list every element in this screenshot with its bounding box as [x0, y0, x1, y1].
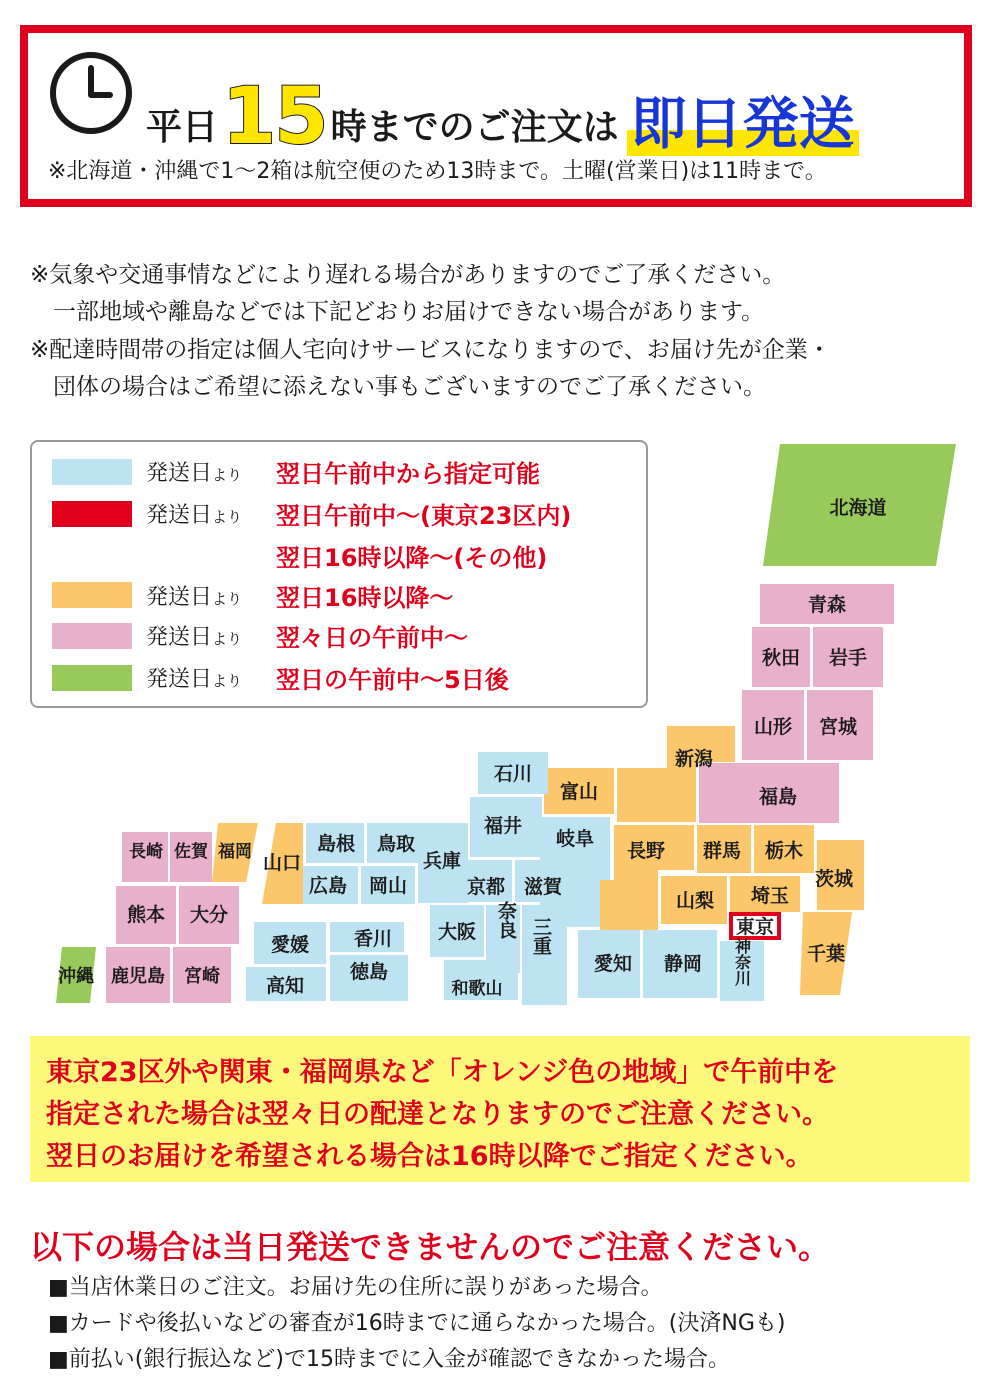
clock-icon: [48, 50, 134, 136]
legend-swatch-pink: [52, 623, 132, 649]
label-kagoshima: 鹿児島: [111, 966, 165, 987]
note-line: ※配達時間帯の指定は個人宅向けサービスになりますので、お届け先が企業・: [30, 337, 831, 363]
label-akita: 秋田: [761, 647, 801, 669]
label-nagasaki: 長崎: [129, 842, 163, 862]
label-niigata: 新潟: [674, 748, 714, 770]
label-kochi: 高知: [265, 975, 305, 997]
label-saga: 佐賀: [174, 842, 208, 862]
legend-text: 翌日16時以降〜: [276, 584, 454, 612]
label-shiga: 滋賀: [523, 876, 563, 898]
legend-text: 翌々日の午前中〜: [276, 624, 468, 652]
label-gunma: 群馬: [702, 840, 742, 862]
no-same-day-item: ■当店休業日のご注文。お届け先の住所に誤りがあった場合。: [48, 1275, 663, 1300]
label-yamagata: 山形: [753, 716, 793, 738]
warning-line: 翌日のお届けを希望される場合は16時以降でご指定ください。: [46, 1141, 813, 1172]
legend-swatch-orange: [52, 582, 132, 608]
label-kagawa: 香川: [353, 928, 393, 950]
header-hour: 15: [222, 72, 327, 162]
label-okayama: 岡山: [368, 875, 408, 897]
note-line: ※気象や交通事情などにより遅れる場合がありますのでご了承ください。: [30, 262, 786, 288]
label-iwate: 岩手: [828, 647, 868, 669]
label-aomori: 青森: [807, 594, 847, 616]
legend-swatch-red: [52, 501, 132, 527]
legend-prefix: 発送日より: [146, 585, 243, 610]
no-same-day-title: 以下の場合は当日発送できませんのでご注意ください。: [30, 1228, 831, 1266]
legend-text: 翌日16時以降〜(その他): [276, 544, 548, 572]
label-osaka: 大阪: [437, 921, 477, 943]
label-okinawa: 沖縄: [58, 966, 94, 987]
label-tottori: 鳥取: [376, 833, 416, 855]
legend-swatch-green: [52, 665, 132, 691]
label-wakayama: 和歌山: [451, 979, 503, 999]
label-tochigi: 栃木: [764, 840, 804, 862]
legend-text: 翌日午前中〜(東京23区内): [276, 502, 572, 530]
label-kyoto: 京都: [466, 876, 506, 898]
label-yamaguchi: 山口: [262, 852, 302, 874]
no-same-day-item: ■カードや後払いなどの審査が16時までに通らなかった場合。(決済NGも): [48, 1311, 786, 1336]
label-kumamoto: 熊本: [126, 904, 166, 926]
warning-line: 東京23区外や関東・福岡県など「オレンジ色の地域」で午前中を: [46, 1057, 839, 1088]
header-note: ※北海道・沖縄で1〜2箱は航空便のため13時まで。土曜(営業日)は11時まで。: [48, 159, 827, 184]
label-shizuoka: 静岡: [663, 953, 703, 975]
note-line: 団体の場合はご希望に添えない事もございますのでご了承ください。: [30, 374, 766, 400]
label-hiroshima: 広島: [308, 875, 348, 897]
warning-line: 指定された場合は翌々日の配達となりますのでご注意ください。: [46, 1099, 829, 1130]
legend-prefix: 発送日より: [146, 503, 243, 528]
label-kanagawa: 神奈川: [732, 938, 752, 986]
label-ehime: 愛媛: [270, 934, 310, 956]
legend-text: 翌日の午前中〜5日後: [276, 666, 509, 694]
label-fukuoka: 福岡: [218, 842, 252, 862]
legend-text: 翌日午前中から指定可能: [276, 460, 540, 488]
label-saitama: 埼玉: [750, 885, 790, 907]
label-toyama: 富山: [559, 781, 599, 803]
header-prefix: 平日: [146, 107, 219, 148]
legend-prefix: 発送日より: [146, 461, 243, 486]
label-aichi: 愛知: [593, 953, 633, 975]
label-chiba: 千葉: [806, 943, 846, 965]
label-tokushima: 徳島: [349, 961, 389, 983]
header-headline: [146, 72, 859, 162]
label-shimane: 島根: [316, 833, 356, 855]
legend-prefix: 発送日より: [146, 667, 243, 692]
no-same-day-item: ■前払い(銀行振込など)で15時までに入金が確認できなかった場合。: [48, 1347, 730, 1372]
header-middle: 時までのご注文は: [330, 107, 619, 148]
label-fukui: 福井: [483, 815, 523, 837]
legend-swatch-blue: [52, 459, 132, 485]
label-oita: 大分: [189, 904, 229, 926]
label-miyagi: 宮城: [818, 716, 858, 738]
label-ishikawa: 石川: [493, 763, 533, 785]
legend-prefix: 発送日より: [146, 625, 243, 650]
label-fukushima: 福島: [758, 786, 798, 808]
label-gifu: 岐阜: [555, 828, 595, 850]
note-line: 一部地域や離島などでは下記どおりお届けできない場合があります。: [30, 299, 765, 325]
label-hyogo: 兵庫: [422, 850, 462, 872]
label-nagano: 長野: [626, 840, 666, 862]
label-nara: 奈良: [495, 901, 517, 939]
label-yamanashi: 山梨: [675, 890, 715, 912]
label-miyazaki: 宮崎: [184, 966, 220, 987]
label-tokyo: 東京: [735, 916, 775, 938]
label-mie: 三重: [530, 917, 552, 955]
label-hokkaido: 北海道: [829, 497, 887, 519]
label-ibaraki: 茨城: [814, 868, 854, 890]
header-highlight: 即日発送: [627, 94, 859, 156]
